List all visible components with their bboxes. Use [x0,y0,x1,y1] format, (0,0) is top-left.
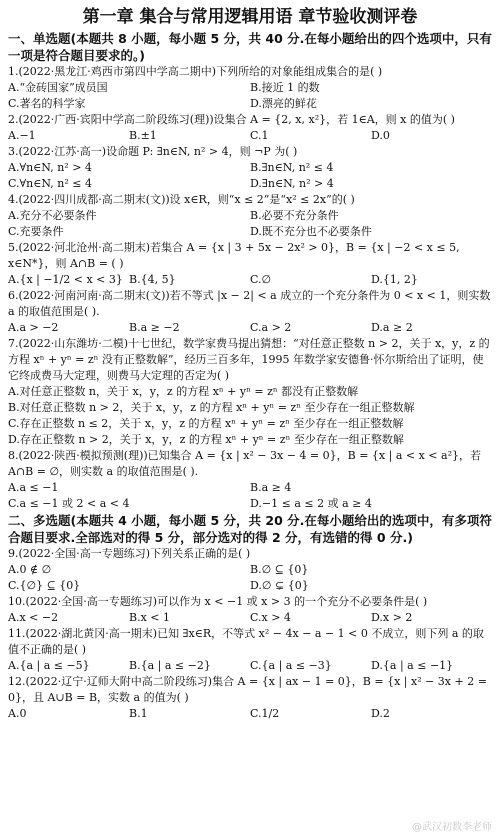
option-d: D.∅ ⊊ {0} [250,579,309,592]
question-1-stem: 1.(2022·黑龙江·鸡西市第四中学高二期中)下列所给的对象能组成集合的是( ) [8,65,383,78]
option-b: B.a ≥ 4 [250,481,292,494]
question-6-stem: 6.(2022·河南河南·高二期末(文))若不等式 |x − 2| < a 成立的一个充分条件为 0 < x < 1，则实数 a 的取值范围是( ). [8,289,491,318]
option-b: B.{a | a ≤ −2} [129,659,211,672]
question-1-options [8,80,492,112]
option-a: A.{x | −1/2 < x < 3} [8,273,123,286]
option-d: D.x > 2 [371,611,413,624]
option-d: D.∃n∈N, n² > 4 [250,177,334,190]
question-3-options [8,160,492,192]
option-d: D.2 [371,707,390,720]
question-4-options [8,208,492,240]
option-d: D.{a | a ≤ −1} [371,659,454,672]
question-2-options [8,128,492,144]
option-d: D.漂亮的鲜花 [250,97,317,110]
question-5-options [8,272,492,288]
option-a: A.对任意正整数 n，关于 x，y，z 的方程 xⁿ + yⁿ = zⁿ 都没有正整数解 [8,385,359,398]
question-11-stem: 11.(2022·湖北黄冈·高一期末)已知 ∃x∈R，不等式 x² − 4x − a − 1 < 0 不成立，则下列 a 的取值不正确的是( ) [8,627,484,656]
question-2-stem: 2.(2022·广西·宾阳中学高二阶段练习(理))设集合 A = {2, x, x²}，若 1∈A，则 x 的值为( ) [8,113,455,126]
question-4-stem: 4.(2022·四川成都·高二期末(文))设 x∈R，则“x ≤ 2”是“x² ≤ 2x”的( ) [8,193,355,206]
question-11-options [8,658,492,674]
option-a: A.0 [8,707,27,720]
option-a: A.−1 [8,129,36,142]
option-b: B.对任意正整数 n > 2，关于 x，y，z 的方程 xⁿ + yⁿ = zⁿ 至少存在一组正整数解 [8,401,415,414]
section-heading-multiple-choice: 二、多选题(本题共 4 小题，每小题 5 分，共 20 分.在每小题给出的选项中，有多项符合题目要求.全部选对的得 5 分，部分选对的得 2 分，有选错的得 0 分.) [8,513,492,545]
option-b: B.{4, 5} [129,273,176,286]
option-a: A.a > −2 [8,321,59,334]
option-a: A.x < −2 [8,611,59,624]
option-c: C.a > 2 [250,321,292,334]
option-b: B.必要不充分条件 [250,209,339,222]
question-8-options [8,480,492,512]
option-b: B.1 [129,707,148,720]
option-a: A.“金砖国家”成员国 [8,81,108,94]
option-d: D.a ≥ 2 [371,321,413,334]
option-c: C.a ≤ −1 或 2 < a < 4 [8,497,130,510]
option-c: C.著名的科学家 [8,97,86,110]
option-a: A.a ≤ −1 [8,481,59,494]
option-c: C.∀n∈N, n² ≤ 4 [8,177,93,190]
question-12-stem: 12.(2022·辽宁·辽师大附中高二阶段练习)集合 A = {x | ax − 1 = 0}，B = {x | x² − 3x + 2 = 0}，且 A∪B = B，实数 a 的值为( ) [8,675,487,704]
question-3-stem: 3.(2022·江苏·高一)设命题 P: ∃n∈N, n² > 4，则 ¬P 为( ) [8,145,298,158]
option-b: B.a ≥ −2 [129,321,180,334]
question-7-stem: 7.(2022·山东潍坊·二模)十七世纪，数学家费马提出猜想：“对任意正整数 n > 2，关于 x，y，z 的方程 xⁿ + yⁿ = zⁿ 没有正整数解”，经历三百多年，1995 年数学家安德鲁·怀尔斯给出了证明，使它终成费马大定理，则费马大定理的否定为( ) [8,337,490,382]
option-b: B.∅ ⊆ {0} [250,563,309,576]
option-a: A.充分不必要条件 [8,209,97,222]
option-c: C.{a | a ≤ −3} [250,659,332,672]
option-a: A.0 ∉ ∅ [8,563,52,576]
question-8-stem: 8.(2022·陕西·模拟预测(理))已知集合 A = {x | x² − 3x − 4 = 0}，B = {x | a < x < a²}，若 A∩B = ∅，则实数 a 的取值范围是( ). [8,449,481,478]
option-d: D.0 [371,129,390,142]
question-7-options [8,384,492,448]
watermark: @武汉初数李老师 [412,822,492,833]
section-heading-single-choice: 一、单选题(本题共 8 小题，每小题 5 分，共 40 分.在每小题给出的四个选项中，只有一项是符合题目要求的。) [8,31,492,63]
option-d: D.既不充分也不必要条件 [250,225,372,238]
question-10-options [8,610,492,626]
question-5-stem: 5.(2022·河北沧州·高二期末)若集合 A = {x | 3 + 5x − 2x² > 0}，B = {x | −2 < x ≤ 5, x∈N*}，则 A∩B = ( ) [8,241,460,270]
option-b: B.∃n∈N, n² ≤ 4 [250,161,334,174]
option-c: C.存在正整数 n ≤ 2，关于 x，y，z 的方程 xⁿ + yⁿ = zⁿ 至少存在一组正整数解 [8,417,404,430]
option-c: C.x > 4 [250,611,291,624]
option-a: A.{a | a ≤ −5} [8,659,90,672]
option-c: C.充要条件 [8,225,64,238]
option-b: B.±1 [129,129,157,142]
page-title: 第一章 集合与常用逻辑用语 章节验收测评卷 [82,7,418,27]
question-10-stem: 10.(2022·全国·高一专题练习)可以作为 x < −1 或 x > 3 的一个充分不必要条件是( ) [8,595,428,608]
option-c: C.1/2 [250,707,280,720]
option-b: B.x < 1 [129,611,170,624]
option-d: D.{1, 2} [371,273,418,286]
question-9-stem: 9.(2022·全国·高一专题练习)下列关系正确的是( ) [8,547,251,560]
option-b: B.接近 1 的数 [250,81,320,94]
option-a: A.∀n∈N, n² > 4 [8,161,92,174]
option-d: D.存在正整数 n > 2，关于 x，y，z 的方程 xⁿ + yⁿ = zⁿ 至少存在一组正整数解 [8,433,404,446]
question-12-options [8,706,492,722]
question-6-options [8,320,492,336]
option-c: C.∅ [250,273,272,286]
option-d: D.−1 ≤ a ≤ 2 或 a ≥ 4 [250,497,372,510]
option-c: C.1 [250,129,269,142]
question-9-options [8,562,492,594]
option-c: C.{∅} ⊆ {0} [8,579,81,592]
